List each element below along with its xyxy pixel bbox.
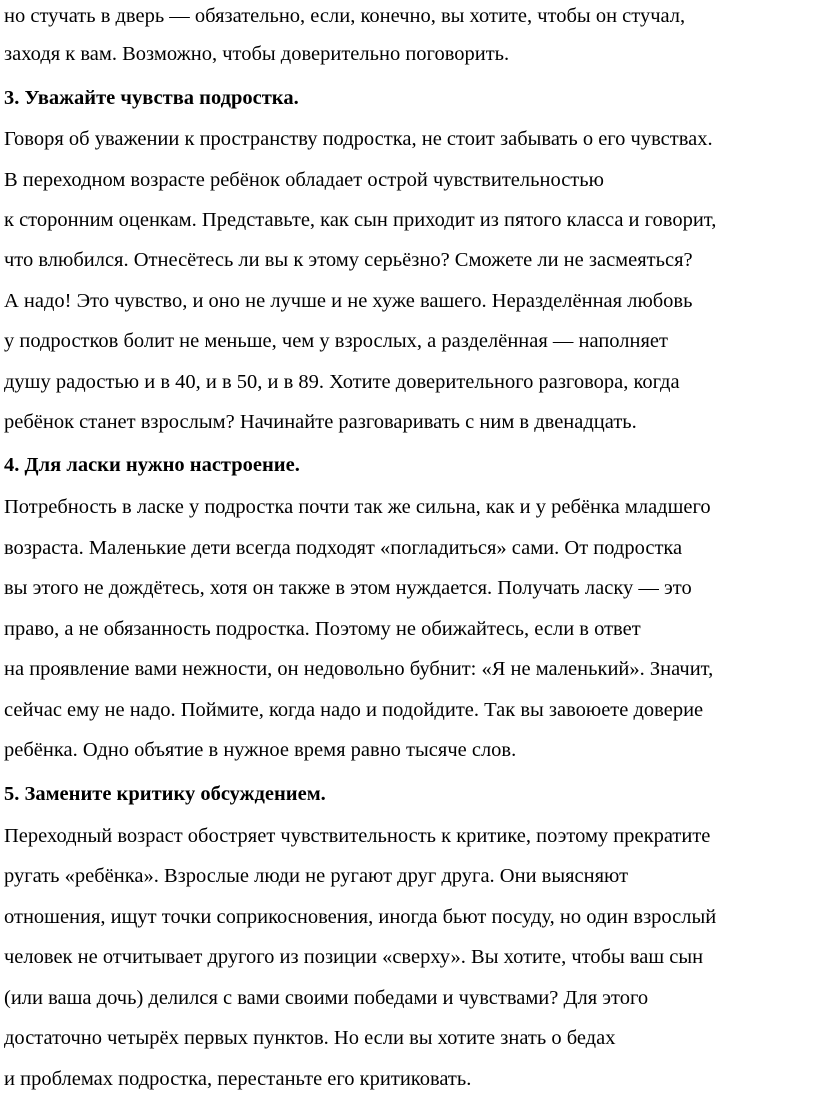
text-line: к сторонним оценкам. Представьте, как сын приходит из пятого класса и говорит, — [4, 209, 717, 231]
text-line: на проявление вами нежности, он недовольно бубнит: «Я не маленький». Значит, — [4, 658, 714, 680]
text-line: Говоря об уважении к пространству подростка, не стоит забывать о его чувствах. — [4, 128, 713, 150]
text-line: у подростков болит не меньше, чем у взрослых, а разделённая — наполняет — [4, 330, 668, 352]
text-line: но стучать в дверь — обязательно, если, конечно, вы хотите, чтобы он стучал, — [4, 5, 686, 27]
text-line: ругать «ребёнка». Взрослые люди не ругают друг друга. Они выясняют — [4, 865, 629, 887]
text-line: Потребность в ласке у подростка почти так же сильна, как и у ребёнка младшего — [4, 496, 711, 518]
text-line: ребёнка. Одно объятие в нужное время равно тысяче слов. — [4, 739, 517, 761]
text-line: достаточно четырёх первых пунктов. Но если вы хотите знать о бедах — [4, 1027, 616, 1049]
text-line: (или ваша дочь) делился с вами своими победами и чувствами? Для этого — [4, 987, 649, 1009]
text-line: право, а не обязанность подростка. Поэтому не обижайтесь, если в ответ — [4, 618, 641, 640]
text-line: заходя к вам. Возможно, чтобы доверительно поговорить. — [4, 43, 510, 65]
section-heading: 5. Замените критику обсуждением. — [4, 783, 326, 805]
text-line: душу радостью и в 40, и в 50, и в 89. Хотите доверительного разговора, когда — [4, 371, 680, 393]
text-line: что влюбился. Отнесётесь ли вы к этому серьёзно? Сможете ли не засмеяться? — [4, 249, 693, 271]
text-line: и проблемах подростка, перестаньте его критиковать. — [4, 1068, 472, 1090]
section-heading: 4. Для ласки нужно настроение. — [4, 454, 300, 476]
text-line: отношения, ищут точки соприкосновения, иногда бьют посуду, но один взрослый — [4, 906, 717, 928]
text-line: возраста. Маленькие дети всегда подходят «погладиться» сами. От подростка — [4, 537, 683, 559]
text-line: В переходном возрасте ребёнок обладает острой чувствительностью — [4, 169, 604, 191]
text-line: ребёнок станет взрослым? Начинайте разговаривать с ним в двенадцать. — [4, 411, 637, 433]
section-heading: 3. Уважайте чувства подростка. — [4, 87, 299, 109]
text-line: А надо! Это чувство, и оно не лучше и не хуже вашего. Неразделённая любовь — [4, 290, 693, 312]
text-line: вы этого не дождётесь, хотя он также в этом нуждается. Получать ласку — это — [4, 577, 692, 599]
text-line: сейчас ему не надо. Поймите, когда надо и подойдите. Так вы завоюете доверие — [4, 699, 704, 721]
text-line: Переходный возраст обостряет чувствительность к критике, поэтому прекратите — [4, 825, 711, 847]
text-line: человек не отчитывает другого из позиции «сверху». Вы хотите, чтобы ваш сын — [4, 946, 704, 968]
